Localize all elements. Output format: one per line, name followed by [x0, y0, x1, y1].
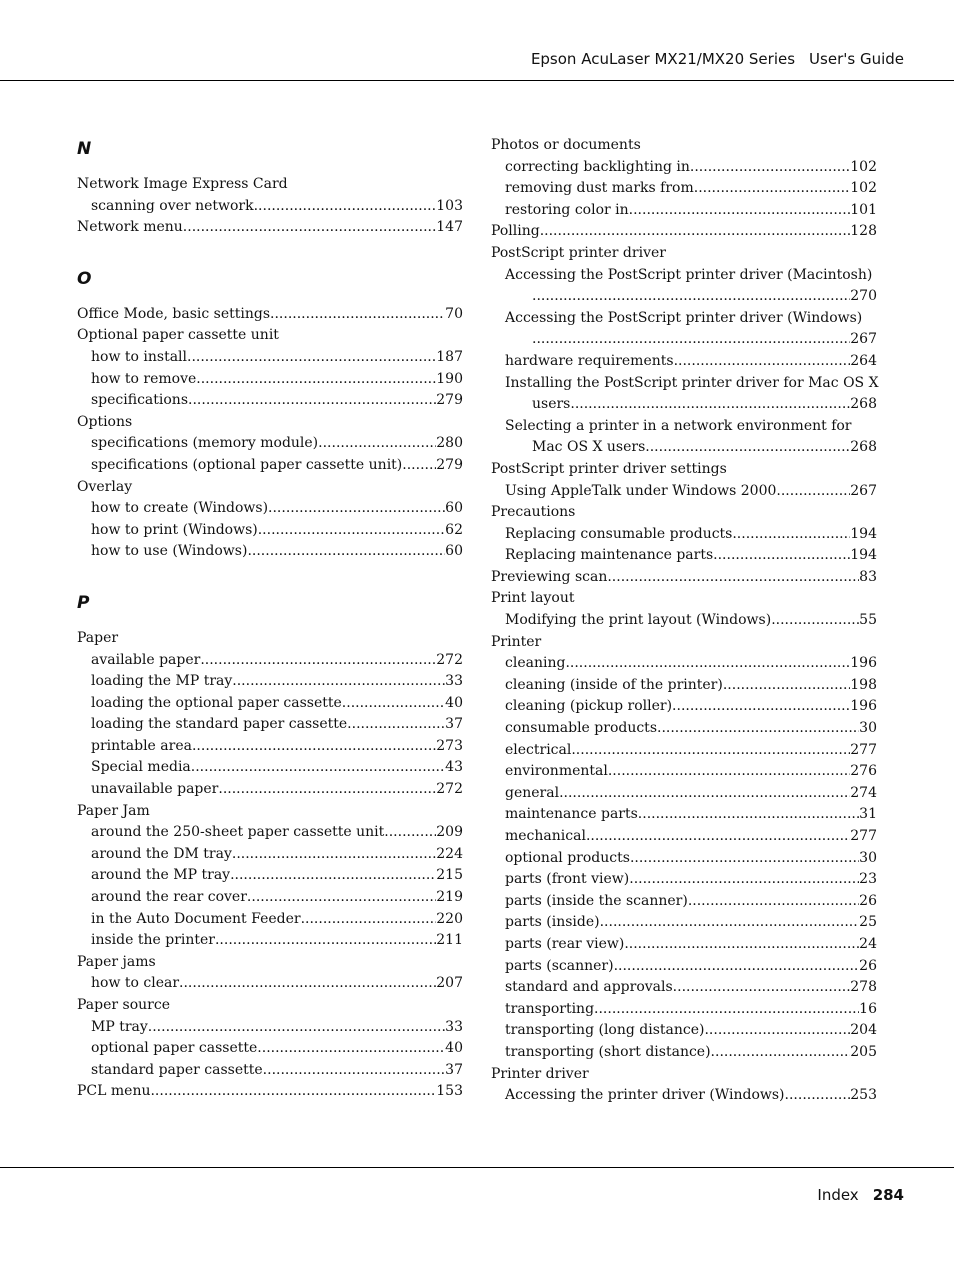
page-ref: 277	[850, 741, 877, 758]
page-ref: 153	[436, 1083, 463, 1100]
page-ref: 268	[850, 396, 877, 413]
page-ref: 55	[859, 612, 877, 629]
page-ref: 220	[436, 910, 463, 927]
index-entry: standard paper cassette ..... 37	[77, 1060, 463, 1082]
index-entry: optional products ..... 30	[491, 848, 877, 870]
index-entry: unavailable paper ..... 272	[77, 779, 463, 801]
index-entry: Paper source	[77, 997, 170, 1013]
index-letter-p: P	[77, 592, 90, 613]
index-entry: loading the MP tray ..... 33	[77, 671, 463, 693]
page-ref: 279	[436, 456, 463, 473]
page-ref: 40	[445, 1040, 463, 1057]
page-ref: 280	[436, 435, 463, 452]
index-entry: Installing the PostScript printer driver for Mac OS X	[505, 374, 879, 391]
index-entry: optional paper cassette ..... 40	[77, 1038, 463, 1060]
page-ref: 30	[859, 849, 877, 866]
index-entry: Previewing scan ..... 83	[491, 567, 877, 589]
index-entry: Using AppleTalk under Windows 2000 ..... 267	[491, 481, 877, 503]
index-entry: hardware requirements ..... 264	[491, 351, 877, 373]
page-ref: 267	[850, 482, 877, 499]
footer-rule	[0, 1167, 954, 1168]
page-number: 284	[872, 1186, 904, 1204]
index-entry: parts (front view) ..... 23	[491, 869, 877, 891]
index-entry: around the MP tray ..... 215	[77, 865, 463, 887]
index-entry: around the rear cover ..... 219	[77, 887, 463, 909]
page-ref: 30	[859, 720, 877, 737]
index-entry: how to print (Windows) ..... 62	[77, 520, 463, 542]
running-header	[531, 50, 904, 68]
index-entry: electrical ..... 277	[491, 740, 877, 762]
index-entry: Accessing the printer driver (Windows) ..... 253	[491, 1085, 877, 1107]
page-ref: 205	[850, 1043, 877, 1060]
index-entry: parts (inside) ..... 25	[491, 912, 877, 934]
page-ref: 83	[859, 568, 877, 585]
index-entry: loading the optional paper cassette ..... 40	[77, 693, 463, 715]
index-entry: Modifying the print layout (Windows) ..... 55	[491, 610, 877, 632]
page-ref: 224	[436, 845, 463, 862]
page-ref: 194	[850, 525, 877, 542]
index-entry: MP tray ..... 33	[77, 1017, 463, 1039]
index-entry: Paper	[77, 629, 119, 646]
index-entry: PostScript printer driver	[491, 244, 666, 261]
index-entry: removing dust marks from ..... 102	[491, 178, 877, 200]
page-ref: 70	[445, 305, 463, 322]
page-ref: 273	[436, 737, 463, 754]
index-entry: around the 250-sheet paper cassette unit ..... 209	[77, 822, 463, 844]
index-entry: available paper ..... 272	[77, 650, 463, 672]
index-entry: Office Mode, basic settings ..... 70	[77, 304, 463, 326]
index-entry: Overlay	[77, 478, 133, 495]
index-column-right	[491, 135, 877, 1107]
index-entry-continuation: users ..... 268	[491, 394, 877, 416]
index-entry: Replacing consumable products ..... 194	[491, 524, 877, 546]
page-ref: 215	[436, 867, 463, 884]
page-ref: 26	[859, 957, 877, 974]
page-ref: 267	[850, 331, 877, 348]
page-ref: 33	[445, 673, 463, 690]
index-entry: how to create (Windows) ..... 60	[77, 498, 463, 520]
page-ref: 253	[850, 1087, 877, 1104]
index-entry: PostScript printer driver settings	[491, 460, 727, 477]
page-ref: 196	[850, 698, 877, 715]
index-entry: Printer driver	[491, 1065, 589, 1082]
page-ref: 219	[436, 889, 463, 906]
index-entry: how to install ..... 187	[77, 347, 463, 369]
index-entry: how to clear ..... 207	[77, 973, 463, 995]
index-entry: printable area ..... 273	[77, 736, 463, 758]
page-ref: 190	[436, 370, 463, 387]
page-ref: 278	[850, 979, 877, 996]
index-entry: standard and approvals ..... 278	[491, 977, 877, 999]
index-entry: transporting ..... 16	[491, 999, 877, 1021]
index-entry: cleaning (inside of the printer) ..... 198	[491, 675, 877, 697]
page-ref: 60	[445, 543, 463, 560]
index-entry: in the Auto Document Feeder ..... 220	[77, 909, 463, 931]
index-entry: consumable products ..... 30	[491, 718, 877, 740]
index-entry: mechanical ..... 277	[491, 826, 877, 848]
page-ref: 37	[445, 1061, 463, 1078]
page-ref: 40	[445, 694, 463, 711]
index-entry: parts (inside the scanner) ..... 26	[491, 891, 877, 913]
page-ref: 268	[850, 439, 877, 456]
header-title: Epson AcuLaser MX21/MX20 Series	[530, 50, 796, 68]
index-entry: PCL menu ..... 153	[77, 1081, 463, 1103]
index-column-left	[77, 137, 463, 1103]
page-ref: 128	[850, 223, 877, 240]
index-entry: Paper Jam	[77, 802, 150, 819]
index-entry: parts (rear view) ..... 24	[491, 934, 877, 956]
index-entry: scanning over network ..... 103	[77, 196, 463, 218]
index-entry: Special media ..... 43	[77, 757, 463, 779]
index-entry: Photos or documents	[491, 137, 641, 153]
index-entry-continuation: Mac OS X users ..... 268	[491, 437, 877, 459]
footer-label: Index	[817, 1186, 859, 1204]
index-entry: specifications (optional paper cassette unit) ..... 279	[77, 455, 463, 477]
page-ref: 102	[850, 180, 877, 197]
index-entry: cleaning (pickup roller) ..... 196	[491, 696, 877, 718]
page-ref: 270	[850, 288, 877, 305]
index-entry: transporting (short distance) ..... 205	[491, 1042, 877, 1064]
page-ref: 102	[850, 158, 877, 175]
page-ref: 26	[859, 892, 877, 909]
page-ref: 211	[436, 932, 463, 949]
page-ref: 187	[436, 348, 463, 365]
index-entry: around the DM tray ..... 224	[77, 844, 463, 866]
page-ref: 204	[850, 1022, 877, 1039]
header-rule	[0, 80, 954, 81]
page-ref: 209	[436, 824, 463, 841]
page-ref: 274	[850, 784, 877, 801]
index-entry: maintenance parts ..... 31	[491, 804, 877, 826]
index-entry: correcting backlighting in ..... 102	[491, 157, 877, 179]
page-ref: 16	[859, 1000, 877, 1017]
index-entry: Printer	[491, 633, 542, 650]
page-ref: 272	[436, 651, 463, 668]
index-entry: transporting (long distance) ..... 204	[491, 1020, 877, 1042]
page-ref: 31	[859, 806, 877, 823]
index-entry: specifications (memory module) ..... 280	[77, 433, 463, 455]
page-ref: 198	[850, 676, 877, 693]
page-ref: 43	[445, 759, 463, 776]
index-entry-continuation	[491, 329, 877, 351]
page-ref: 196	[850, 655, 877, 672]
page-ref: 276	[850, 763, 877, 780]
page-ref: 25	[859, 914, 877, 931]
index-entry: Precautions	[491, 504, 576, 521]
index-entry: Network menu ..... 147	[77, 217, 463, 239]
page-ref: 62	[445, 521, 463, 538]
index-entry: Optional paper cassette unit	[77, 327, 279, 344]
index-entry: Network Image Express Card	[77, 176, 288, 192]
index-entry: general ..... 274	[491, 783, 877, 805]
header-guide: User's Guide	[809, 50, 904, 68]
index-entry: specifications ..... 279	[77, 390, 463, 412]
page-ref: 279	[436, 392, 463, 409]
page-ref: 60	[445, 500, 463, 517]
index-entry: parts (scanner) ..... 26	[491, 956, 877, 978]
index-entry: how to use (Windows) ..... 60	[77, 541, 463, 563]
index-entry: Polling ..... 128	[491, 221, 877, 243]
index-entry: Selecting a printer in a network environment for	[505, 417, 852, 434]
page-ref: 207	[436, 975, 463, 992]
index-letter-n: N	[77, 139, 92, 159]
page-ref: 33	[445, 1018, 463, 1035]
index-letter-o: O	[77, 268, 92, 289]
index-entry-continuation	[491, 286, 877, 308]
page-ref: 101	[850, 201, 877, 218]
page-ref: 23	[859, 871, 877, 888]
index-entry: cleaning ..... 196	[491, 653, 877, 675]
index-entry: Paper jams	[77, 953, 156, 970]
index-entry: inside the printer ..... 211	[77, 930, 463, 952]
running-footer	[817, 1186, 904, 1204]
page-ref: 264	[850, 352, 877, 369]
page-ref: 272	[436, 781, 463, 798]
index-entry: Accessing the PostScript printer driver (Windows)	[505, 309, 863, 326]
index-entry: Accessing the PostScript printer driver (Macintosh)	[505, 266, 873, 283]
page-ref: 194	[850, 547, 877, 564]
page-ref: 277	[850, 828, 877, 844]
index-entry: Print layout	[491, 590, 575, 607]
index-entry: Replacing maintenance parts ..... 194	[491, 545, 877, 567]
page-ref: 103	[436, 197, 463, 214]
page-ref: 24	[859, 935, 877, 952]
index-entry: Options	[77, 413, 133, 430]
index-entry: restoring color in ..... 101	[491, 200, 877, 222]
index-entry: environmental ..... 276	[491, 761, 877, 783]
page-ref: 147	[436, 219, 463, 236]
index-entry: how to remove ..... 190	[77, 369, 463, 391]
page-ref: 37	[445, 716, 463, 733]
index-entry: loading the standard paper cassette ..... 37	[77, 714, 463, 736]
